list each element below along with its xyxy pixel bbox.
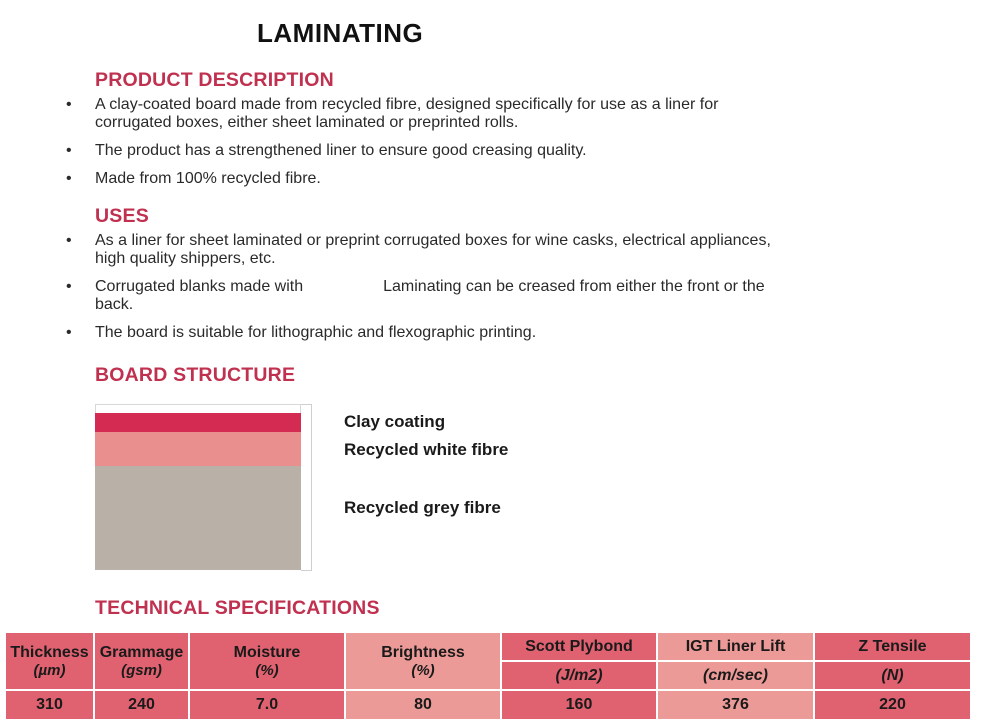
white-fibre-layer (95, 432, 301, 466)
product-description-heading: PRODUCT DESCRIPTION (95, 69, 334, 91)
bullet-icon: • (66, 96, 72, 113)
list-item: • The board is suitable for lithographic and flexographic printing. (66, 324, 537, 341)
specifications-table (4, 631, 972, 721)
bullet-icon: • (66, 324, 72, 341)
table-header-cell: Z Tensile (814, 632, 971, 661)
technical-specifications-heading: TECHNICAL SPECIFICATIONS (95, 597, 380, 619)
clay-coating-layer (95, 413, 301, 432)
table-header-row (5, 632, 971, 661)
uses-list (66, 232, 786, 352)
bullet-icon: • (66, 278, 72, 295)
table-cell: 220 (814, 690, 971, 720)
grey-fibre-layer (95, 466, 301, 570)
table-header-cell: Moisture (%) (189, 632, 345, 690)
bullet-icon: • (66, 232, 72, 249)
table-header-cell: Scott Plybond (501, 632, 657, 661)
white-fibre-label: Recycled white fibre (344, 440, 509, 459)
table-header-cell: Thickness (µm) (5, 632, 94, 690)
clay-coating-label: Clay coating (344, 412, 446, 431)
list-item: • Made from 100% recycled fibre. (66, 170, 321, 187)
table-cell: 160 (501, 690, 657, 720)
board-side-face (301, 404, 312, 571)
bullet-icon: • (66, 170, 72, 187)
table-unit-cell: (cm/sec) (657, 661, 814, 690)
page-title: LAMINATING (257, 18, 424, 48)
table-header-cell: Brightness (%) (345, 632, 501, 690)
table-unit-cell: (J/m2) (501, 661, 657, 690)
table-cell: 80 (345, 690, 501, 720)
table-row (5, 690, 971, 720)
grey-fibre-label: Recycled grey fibre (344, 498, 501, 517)
list-item: • A clay-coated board made from recycled fibre, designed specifically for use as a liner for corrugated boxes, either sheet laminated or preprinted rolls. (66, 96, 719, 131)
list-item: • As a liner for sheet laminated or preprint corrugated boxes for wine casks, electrical appliances, high quality shippers, etc. (66, 232, 771, 267)
table-cell: 7.0 (189, 690, 345, 720)
product-description-list (66, 96, 786, 198)
list-item: • Corrugated blanks made with Laminating can be creased from either the front or the back. (66, 278, 765, 313)
table-cell: 376 (657, 690, 814, 720)
table-cell: 310 (5, 690, 94, 720)
list-item: • The product has a strengthened liner to ensure good creasing quality. (66, 142, 587, 159)
board-structure-heading: BOARD STRUCTURE (95, 364, 296, 386)
table-header-cell: IGT Liner Lift (657, 632, 814, 661)
table-header-cell: Grammage (gsm) (94, 632, 189, 690)
bullet-icon: • (66, 142, 72, 159)
table-unit-cell: (N) (814, 661, 971, 690)
board-structure-diagram (95, 404, 313, 570)
table-cell: 240 (94, 690, 189, 720)
uses-heading: USES (95, 205, 149, 227)
